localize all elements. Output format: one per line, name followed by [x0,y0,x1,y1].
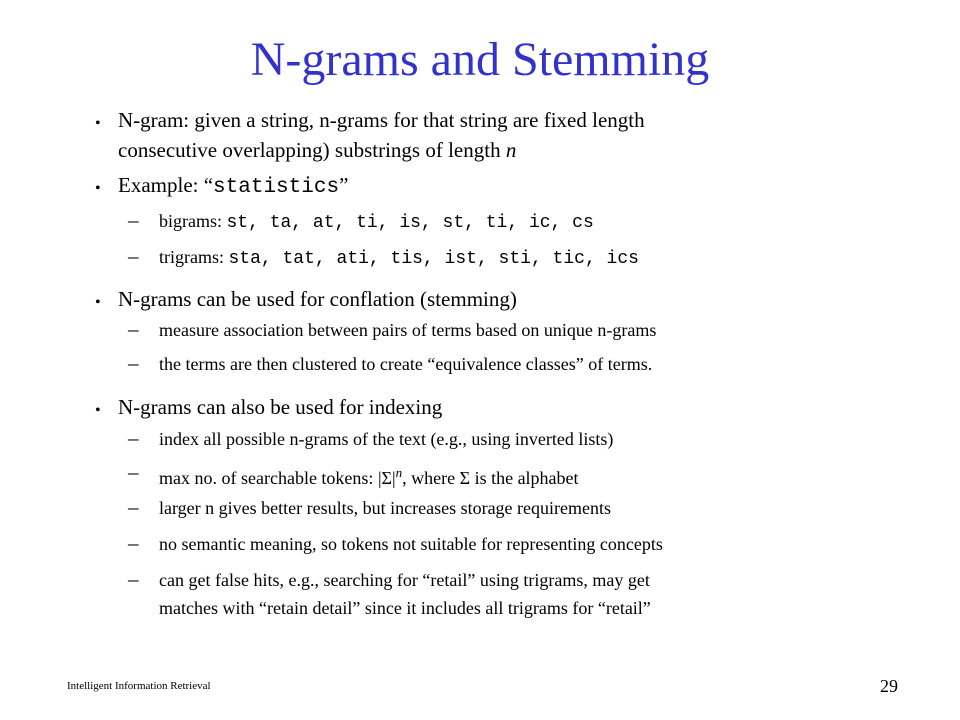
sigma-formula-base: |Σ| [377,468,396,488]
dash-icon: – [128,495,139,519]
bigrams-label: bigrams: [159,211,227,231]
index-all-line: index all possible n-grams of the text (e.g., using inverted lists) [159,429,614,449]
false-hits-line1: can get false hits, e.g., searching for “retail” using trigrams, may get [159,570,650,590]
false-hits-line2: matches with “retain detail” since it includes all trigrams for “retail” [159,598,651,618]
sigma-formula [377,465,403,488]
bullet-icon: • [95,180,101,197]
conflation-heading: N-grams can be used for conflation (stemming) [118,287,517,311]
dash-icon: – [128,531,139,555]
max-tokens-text: max no. of searchable tokens: [159,468,378,488]
page-number: 29 [880,676,898,696]
bigrams-value: st, ta, at, ti, is, st, ti, ic, cs [226,213,594,233]
dash-icon: – [128,567,139,591]
max-tokens-suffix: , where Σ is the alphabet [402,468,579,488]
example-line [118,171,348,202]
dash-icon: – [128,351,139,375]
example-word: statistics [213,176,340,199]
bullet-icon: • [95,294,101,311]
dash-icon: – [128,426,139,450]
footer-course-title: Intelligent Information Retrieval [67,680,211,692]
measure-association-line: measure association between pairs of terms based on unique n-grams [159,320,657,340]
trigrams-line [159,244,639,272]
no-semantic-line: no semantic meaning, so tokens not suitable for representing concepts [159,534,663,554]
larger-n-line: larger n gives better results, but increases storage requirements [159,498,612,518]
variable-n: n [505,138,517,162]
example-prefix: Example: “ [118,173,214,197]
trigrams-label: trigrams: [159,247,229,267]
ngram-definition-line1: N-gram: given a string, n-grams for that string are fixed length [118,108,645,132]
ngram-definition-line2 [118,136,516,164]
max-tokens-line [159,460,579,491]
ngram-definition-text: consecutive overlapping) substrings of length [118,138,506,162]
dash-icon: – [128,208,139,232]
bigrams-line [159,208,594,236]
dash-icon: – [128,317,139,341]
bullet-icon: • [95,115,101,132]
slide-title: N-grams and Stemming [250,33,710,86]
trigrams-value: sta, tat, ati, tis, ist, sti, tic, ics [228,249,639,269]
example-suffix: ” [339,173,349,197]
bullet-icon: • [95,402,101,419]
indexing-heading: N-grams can also be used for indexing [118,395,443,419]
dash-icon: – [128,244,139,268]
sigma-formula-exponent: n [395,465,403,480]
dash-icon: – [128,460,139,484]
clustered-line: the terms are then clustered to create “equivalence classes” of terms. [159,354,653,374]
